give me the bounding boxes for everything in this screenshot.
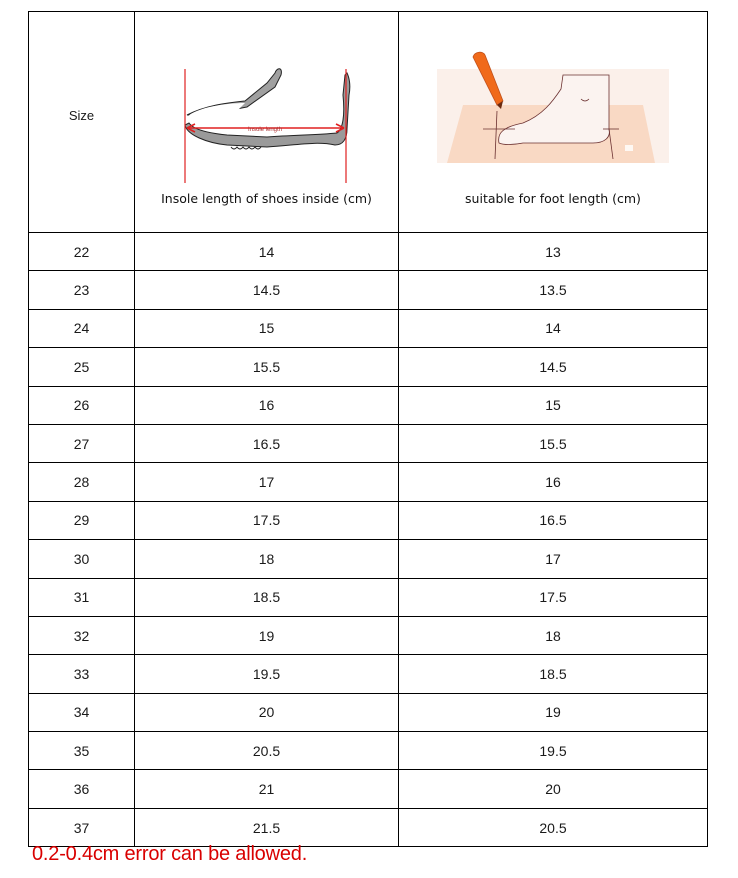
insole-length-cell: 14.5: [135, 271, 399, 309]
foot-length-cell: 15.5: [399, 424, 708, 462]
size-cell: 22: [29, 233, 135, 271]
foot-length-cell: 14.5: [399, 348, 708, 386]
insole-length-cell: 14: [135, 233, 399, 271]
table-row: [29, 309, 708, 347]
foot-length-cell: 20.5: [399, 808, 708, 846]
tolerance-note: 0.2-0.4cm error can be allowed.: [32, 843, 308, 865]
table-row: [29, 233, 708, 271]
foot-length-cell: 16.5: [399, 501, 708, 539]
foot-length-cell: 14: [399, 309, 708, 347]
insole-length-cell: 16: [135, 386, 399, 424]
size-cell: 28: [29, 463, 135, 501]
size-cell: 24: [29, 309, 135, 347]
insole-length-cell: 20: [135, 693, 399, 731]
table-row: [29, 540, 708, 578]
size-cell: 23: [29, 271, 135, 309]
table-row: [29, 424, 708, 462]
insole-length-cell: 15.5: [135, 348, 399, 386]
size-cell: 29: [29, 501, 135, 539]
table-row: [29, 386, 708, 424]
insole-length-cell: 19.5: [135, 655, 399, 693]
insole-length-cell: 21.5: [135, 808, 399, 846]
size-cell: 34: [29, 693, 135, 731]
table-row: [29, 808, 708, 846]
insole-length-cell: 17.5: [135, 501, 399, 539]
size-cell: 26: [29, 386, 135, 424]
size-chart-table: [28, 11, 708, 847]
table-row: [29, 693, 708, 731]
foot-length-cell: 19: [399, 693, 708, 731]
foot-length-cell: 18.5: [399, 655, 708, 693]
size-cell: 30: [29, 540, 135, 578]
table-row: [29, 770, 708, 808]
size-cell: 27: [29, 424, 135, 462]
foot-length-cell: 13.5: [399, 271, 708, 309]
foot-column-header: [399, 12, 708, 233]
insole-length-cell: 15: [135, 309, 399, 347]
size-cell: 37: [29, 808, 135, 846]
foot-length-cell: 16: [399, 463, 708, 501]
insole-length-cell: 18: [135, 540, 399, 578]
table-row: [29, 463, 708, 501]
size-cell: 35: [29, 732, 135, 770]
table-row: [29, 732, 708, 770]
foot-length-cell: 18: [399, 616, 708, 654]
foot-length-cell: 17: [399, 540, 708, 578]
insole-column-header: [135, 12, 399, 233]
insole-length-cell: 19: [135, 616, 399, 654]
table-row: [29, 271, 708, 309]
foot-length-cell: 19.5: [399, 732, 708, 770]
foot-length-cell: 17.5: [399, 578, 708, 616]
size-cell: 36: [29, 770, 135, 808]
size-column-header: [29, 12, 135, 233]
table-row: [29, 578, 708, 616]
table-row: [29, 616, 708, 654]
foot-measure-diagram-icon: [433, 45, 673, 175]
insole-length-cell: 21: [135, 770, 399, 808]
table-row: [29, 655, 708, 693]
size-cell: 31: [29, 578, 135, 616]
insole-length-cell: 16.5: [135, 424, 399, 462]
table-row: [29, 348, 708, 386]
insole-length-cell: 18.5: [135, 578, 399, 616]
size-header-label: Size: [68, 107, 95, 123]
foot-column-caption: suitable for foot length (cm): [465, 191, 641, 206]
size-cell: 32: [29, 616, 135, 654]
size-cell: 25: [29, 348, 135, 386]
shoe-insole-diagram-icon: [167, 55, 367, 195]
svg-text:Insole length: Insole length: [247, 127, 282, 133]
foot-length-cell: 13: [399, 233, 708, 271]
size-cell: 33: [29, 655, 135, 693]
insole-length-cell: 20.5: [135, 732, 399, 770]
foot-length-cell: 20: [399, 770, 708, 808]
table-row: [29, 501, 708, 539]
insole-length-cell: 17: [135, 463, 399, 501]
foot-length-cell: 15: [399, 386, 708, 424]
insole-column-caption: Insole length of shoes inside (cm): [161, 191, 372, 206]
header-row: [29, 12, 708, 233]
